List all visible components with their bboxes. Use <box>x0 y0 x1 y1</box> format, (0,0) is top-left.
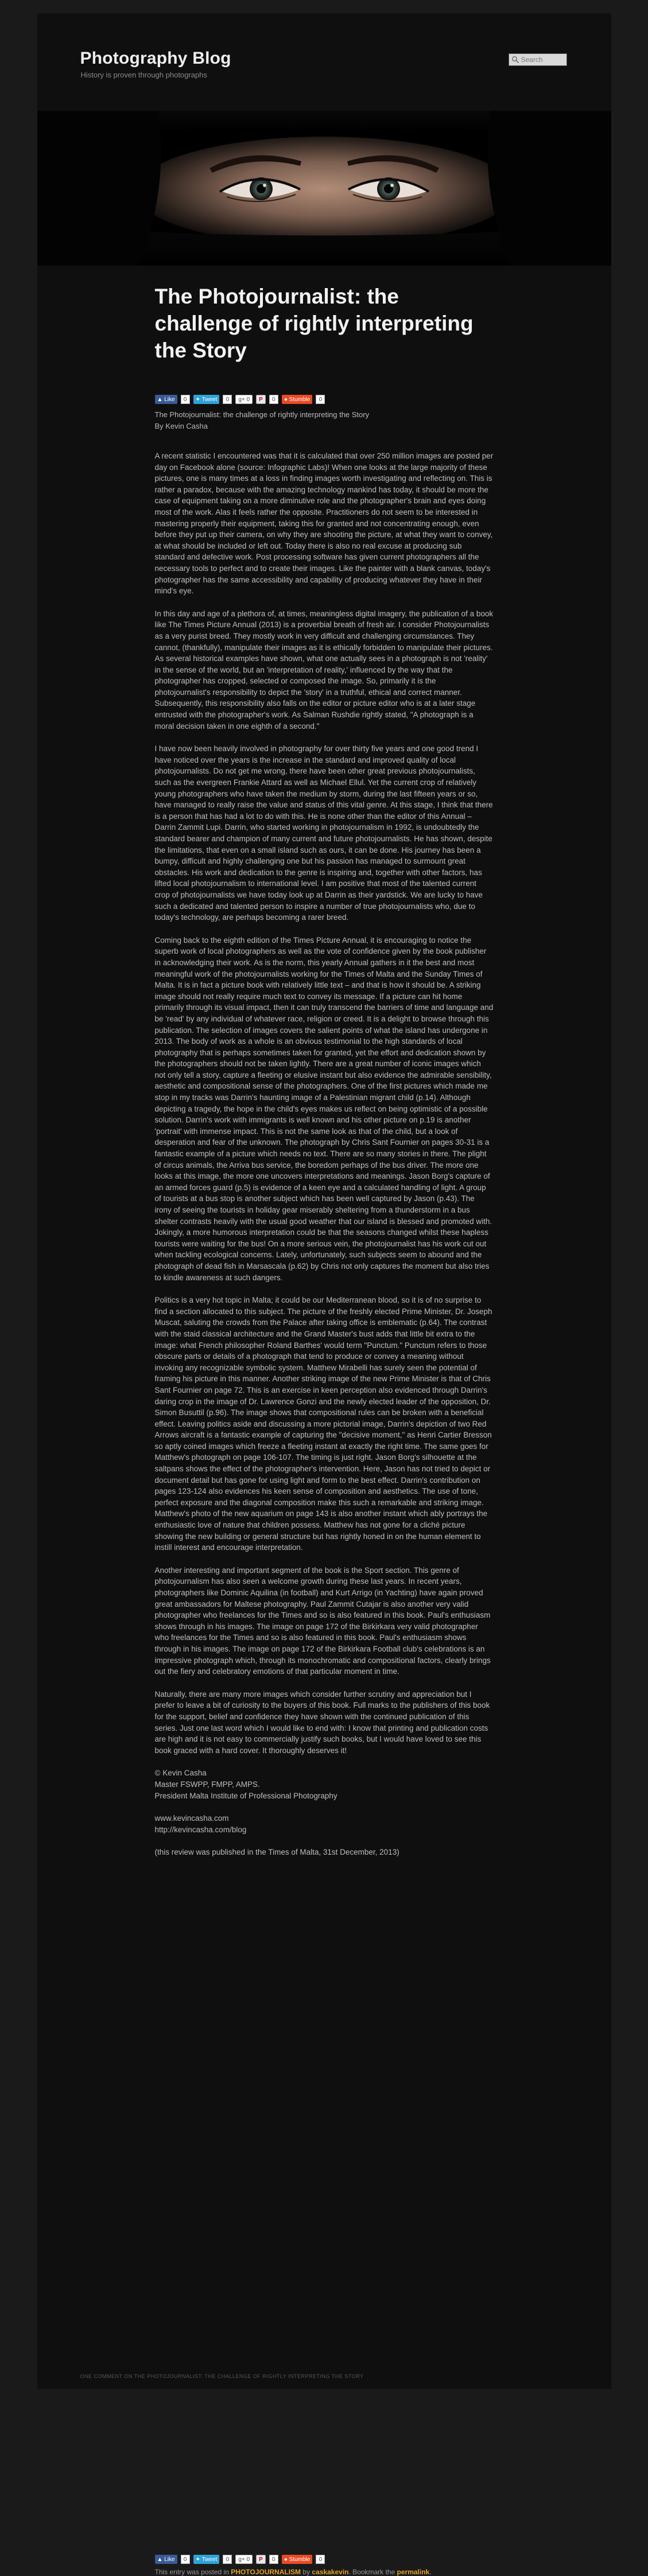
facebook-count: 0 <box>181 395 190 404</box>
blog-link[interactable]: http://kevincasha.com/blog <box>154 1825 247 1834</box>
search-icon <box>511 56 519 64</box>
pinterest-icon: P <box>259 2556 263 2563</box>
entry-meta: This entry was posted in PHOTOJOURNALISM by caskakevin. Bookmark the permalink. <box>154 2568 432 2576</box>
body-paragraph: Naturally, there are many more images which consider further scrutiny and appreciation but I prefer to leave a bit of curiosity to the buyers of this book. Full marks to the publishers of this book for the support, belief and confidence they have shown with the continued publication of this series. Just one last word which I would like to end with: I know that printing and publication costs are high and it is not easy to commercially justify such books, but I would have loved to see this book graced with a hard cover. It thoroughly deserves it! <box>154 1689 490 1755</box>
search-box[interactable] <box>509 53 567 66</box>
credentials-line: Master FSWPP, FMPP, AMPS. <box>154 1780 260 1789</box>
pinterest-count: 0 <box>269 2555 278 2564</box>
site-title[interactable]: Photography Blog <box>80 49 231 68</box>
site-header <box>37 13 611 111</box>
permalink-link[interactable]: permalink <box>397 2568 430 2576</box>
thumbs-up-icon: ▲ <box>157 396 165 403</box>
body-paragraph: In this day and age of a plethora of, at times, meaningless digital imagery, the publication of a book like The Times Picture Annual (2013) is a proverbial breath of fresh air. I consider Photojournalists as a very purist breed. They mostly work in very difficult and challenging circumstances. They cannot, (thankfully), manipulate their images as it is ethically forbidden to manipulate their pictures. As several historical examples have shown, what one actually sees in a photograph is not 'reality' in the sense of the world, but an 'interpretation of reality,' influenced by the way that the photographer has cropped, selected or composed the image. So, primarily it is the photojournalist's responsibility to depict the 'story' in a truthful, ethical and correct manner. Subsequently, this responsibility also falls on the editor or picture editor who is at a later stage entrusted with the photographer's work. As Salman Rushdie rightly stated, "A photograph is a moral decision taken in one eighth of a second." <box>154 609 494 731</box>
author-link[interactable]: caskakevin <box>312 2568 349 2576</box>
pinterest-button[interactable] <box>256 395 266 404</box>
stumble-count: 0 <box>316 2555 325 2564</box>
post-subtitle: The Photojournalist: the challenge of rightly interpreting the Story <box>154 410 370 419</box>
stumbleupon-button[interactable]: ● Stumble <box>282 395 313 404</box>
website-link[interactable]: www.kevincasha.com <box>154 1814 229 1823</box>
body-paragraph: Another interesting and important segment of the book is the Sport section. This genre of photojournalism has also seen a welcome growth during these last years. In recent years, photographers like Dominic Aquilina (in football) and Kurt Arrigo (in Yachting) have again proved great ambassadors for Maltese photography. Paul Zammit Cutajar is also another very valid photographer who freelances for the Times and so is also featured in this book. Paul's enthusiasm shows through in his images. The image on page 172 of the Birkirkara very valid photographer who freelances for the Times and so is also featured in this book. Paul's enthusiasm shows through in his images. The image on page 172 of the Birkirkara Football club's celebrations is an impressive photograph which, through its monochromatic and compositional factors, clearly brings out the fiery and celebratory emotions of that particular moment in time. <box>154 1565 491 1676</box>
publication-note: (this review was published in the Times of Malta, 31st December, 2013) <box>154 1848 399 1857</box>
google-plus-icon: g+ <box>238 396 247 403</box>
google-plus-button[interactable]: g+ 0 <box>235 2555 253 2564</box>
body-paragraph: Politics is a very hot topic in Malta; it could be our Mediterranean blood, so it is of no surprise to find a section allocated to this subject. The picture of the freshly elected Prime Minister, Dr. Joseph Muscat, saluting the crowds from the Palace after taking office is emblematic (p.64). The contrast with the staid classical architecture and the Grand Master's bust adds that little bit extra to the image: what French philosopher Roland Barthes' would term "Punctum." Punctum refers to those obscure parts or details of a photograph that tend to produce or convey a meaning without invoking any recognizable symbolic system. Matthew Mirabelli has surely seen the potential of framing his picture in this manner. Another striking image of the new Prime Minister is that of Chris Sant Fournier on page 72. This is an exercise in keen perception also evidenced through Darrin's daring crop in the image of Dr. Lawrence Gonzi and the newly elected leader of the opposition, Dr. Simon Busuttil (p.96). The image shows that compositional rules can be broken with a beneficial effect. Leaving politics aside and discussing a more pictorial image, Darrin's depiction of two Red Arrows aircraft is a fantastic example of capturing the "decisive moment," as Henri Cartier Bresson so aptly coined images which freeze a fleeting instant at exactly the right time. The same goes for Matthew's photograph on page 106-107. The timing is just right. Jason Borg's silhouette at the saltpans shows the effect of the photographer's intervention. Here, Jason has not tried to depict or document detail but has gone for using light and form to the best effect. Darrin's contribution on pages 123-124 also evidences his keen sense of composition and aesthetics. The use of tone, perfect exposure and the diagonal composition make this such a remarkable and striking image. Matthew's photo of the new aquarium on page 143 is also another instant which ably portrays the enthusiastic love of nature that children possess. Matthew has not gone for a cliché picture showing the new building or general structure but has rightly honed in on the human element to instill interest and encourage interpretation. <box>154 1296 492 1552</box>
header-banner-image <box>37 111 611 266</box>
position-line: President Malta Institute of Professional Photography <box>154 1791 337 1800</box>
tweet-count: 0 <box>223 2555 232 2564</box>
facebook-like-button[interactable]: ▲ Like <box>155 2555 177 2564</box>
post-title: The Photojournalist: the challenge of rightly interpreting the Story <box>154 285 474 362</box>
tweet-button[interactable]: ✦ Tweet <box>193 2555 220 2564</box>
stumbleupon-icon: ● <box>284 396 289 403</box>
site-description: History is proven through photographs <box>80 71 207 79</box>
comments-heading[interactable]: ONE COMMENT ON THE PHOTOJOURNALIST: THE CHALLENGE OF RIGHTLY INTERPRETING THE STORY <box>80 2373 364 2379</box>
page <box>37 13 611 2576</box>
tweet-count: 0 <box>223 395 232 404</box>
twitter-bird-icon: ✦ <box>195 2556 202 2563</box>
post-body <box>155 450 494 1870</box>
post-byline: By Kevin Casha <box>154 422 208 430</box>
body-paragraph: A recent statistic I encountered was that it is calculated that over 250 million images are posted per day on Facebook alone (source: Infographic Labs)! When one looks at the large majority of these pictures, one is many times at a loss in finding images worth investigating and reflecting on. This is rather a paradox, because with the amazing technology mankind has today, it should be more the case of equipment taking on a more diminutive role and the photographer's brain and eyes doing most of the work. Alas it feels rather the opposite. Practitioners do not seem to be interested in mastering properly their equipment, taking this for granted and not concentrating enough, even before they put up their camera, on why they are shooting the picture, at what they want to convey, at what should be included or left out. Today there is also no real excuse at producing sub standard and defective work. Post processing software has given current photographers all the necessary tools to perfect and to create their images. Like the painter with a blank canvas, today's photographer has the same accessibility and capability of producing whatever they have in their mind's eye. <box>154 452 494 596</box>
stumbleupon-button[interactable]: ● Stumble <box>282 2555 313 2564</box>
body-paragraph: Coming back to the eighth edition of the Times Picture Annual, it is encouraging to notice the superb work of local photographers as well as the vote of confidence given by the book publisher in acknowledging their work. As is the norm, this yearly Annual gathers in it the best and most meaningful work of the photojournalists working for the Times of Malta and the Sunday Times of Malta. It is in fact a picture book with relatively little text – and that is how it should be. A striking image should not really require much text to convey its message. If a picture can hit home primarily through its visual impact, then it can truly transcend the barriers of time and language and be 'read' by any individual of whatever race, religion or creed. It is a delight to browse through this publication. The selection of images covers the salient points of what the island has undergone in 2013. The body of work as a whole is an obvious testimonial to the high standards of local photography that is perhaps sometimes taken for granted, yet the effort and dedication shown by the photographers should not be taken lightly. There are a great number of iconic images which not only tell a story, capture a fleeting or elusive instant but also evidence the admirable sensibility, aesthetic and compositional sense of the photographers. One of the first pictures which made me stop in my tracks was Darrin's haunting image of a Palestinian migrant child (p.14). Although depicting a tragedy, the hope in the child's eyes makes us reflect on being optimistic of a possible solution. Darrin's work with immigrants is well known and his other picture on p.19 is another 'portrait' with immense impact. This is not the same look as that of the child, but a look of desperation and fear of the unknown. The photograph by Chris Sant Fournier on pages 30-31 is a fantastic example of a picture which needs no text. There are so many stories in there. The plight of circus animals, the Arriva bus service, the boredom perhaps of the bus driver. The more one looks at this image, the more one uncovers interpretations and meanings. Jason Borg's capture of an armed forces guard (p.5) is evidence of a keen eye and a calculated handling of light. A group of tourists at a bus stop is another subject which has been well captured by Jason (p.43). The irony of seeing the tourists in holiday gear miserably sheltering from a thunderstorm in a bus shelter contrasts heavily with the usual good weather that our island is blessed and promoted with. Jokingly, a more humorous interpretation could be that the seasons changed whilst these hapless tourists were waiting for the bus! On a more serious vein, the photojournalist has his work cut out when tackling ecological concerns. Lately, unfortunately, such subjects seem to abound and the photograph of dead fish in Marsascala (p.62) by Chris not only captures the moment but also tries to kindle awareness at such dangers. <box>154 935 494 1282</box>
veiled-eyes-photo <box>37 111 611 266</box>
facebook-like-button[interactable]: ▲ Like <box>155 395 177 404</box>
category-link[interactable]: PHOTOJOURNALISM <box>231 2568 301 2576</box>
copyright-line: © Kevin Casha <box>154 1769 207 1778</box>
share-bar-top <box>155 394 325 405</box>
author-links <box>155 1813 494 1835</box>
stumble-count: 0 <box>316 395 325 404</box>
search-input[interactable] <box>521 56 564 64</box>
author-signature <box>155 1767 494 1801</box>
twitter-bird-icon: ✦ <box>195 396 202 403</box>
google-plus-icon: g+ <box>238 2556 247 2563</box>
tweet-button[interactable]: ✦ Tweet <box>193 395 220 404</box>
thumbs-up-icon: ▲ <box>157 2556 165 2563</box>
pinterest-icon: P <box>259 396 263 403</box>
body-paragraph: I have now been heavily involved in photography for over thirty five years and one good trend I have noticed over the years is the increase in the standard and improved quality of local photojournalists. Do not get me wrong, there have been other great previous photojournalists, such as the evergreen Frankie Attard as well as Michael Ellul. Yet the current crop of relatively young photographers who have taken the medium by storm, during the last fifteen years or so, have managed to really raise the value and status of this vital genre. At this stage, I think that there is a person that has had a lot to do with this. He is none other than the editor of this Annual – Darrin Zammit Lupi. Darrin, who started working in photojournalism in 1992, is undoubtedly the standard bearer and champion of many current and future photojournalists. He has shown, despite the limitations, that even on a small island such as ours, it can be done. His journey has been a bumpy, difficult and highly challenging one but his passion has managed to surmount great obstacles. His work and dedication to the genre is inspiring and, together with other factors, has lifted local photojournalism to international level. I am positive that most of the talented current crop of photojournalists we have today look up at Darrin as their yardstick. We are lucky to have such a dedicated and talented person to inspire a number of true photojournalists who, due to today's technology, are perhaps becoming a rarer breed. <box>154 744 493 922</box>
facebook-count: 0 <box>181 2555 190 2564</box>
pinterest-button[interactable] <box>256 2555 266 2564</box>
stumbleupon-icon: ● <box>284 2556 289 2563</box>
google-plus-button[interactable]: g+ 0 <box>235 395 253 404</box>
pinterest-count: 0 <box>269 395 278 404</box>
share-bar-bottom <box>155 2554 325 2565</box>
